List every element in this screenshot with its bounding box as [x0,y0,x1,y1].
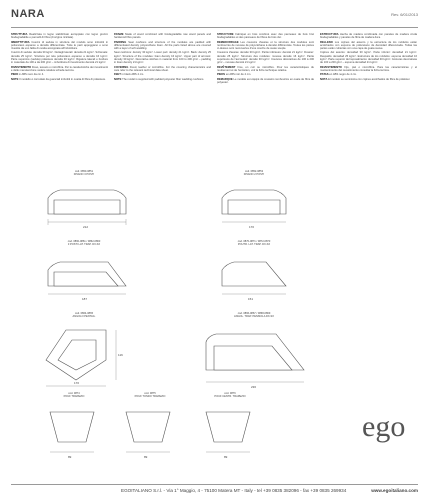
spec-text: Fisso, tessuto o microfibra. Per le caratteristiche dei rivestimenti e delle manutenzione vedere relativa scheda tecnica. [11,65,108,72]
spec-paragraph [217,78,314,85]
drawing-caption-7: cod. 0874 POUF TRAPEZIO [63,392,85,399]
spec-column-en [114,33,211,82]
spec-text: Realizzata in legno stabilizzato accoppiato con legno grezzo biodegradabile e pannelli di fibra (di origine riciclata). [11,33,108,40]
dim-width: 89 [68,455,72,459]
spec-heading: NOTE [11,77,19,81]
spec-heading: PIEDI [11,73,19,77]
spec-paragraph [11,51,108,64]
drawing-caption-2: cod. 0852-0853 DIVANO 2 POSTI [243,170,265,177]
drawing-pouf-lateral [214,250,294,308]
dim-width: 170 [249,225,255,229]
dim-width: 151 [248,297,254,301]
drawing-pouf-tondo [118,402,178,467]
spec-paragraph [114,33,211,40]
spec-heading: PADDING [114,40,127,44]
revision-label: Rev. 6/01/2013 [391,12,418,17]
spec-heading: STRUTTURA [11,33,28,36]
spec-heading: REMARQUE [217,77,233,81]
spec-text: Les coussins d'assise et la structure des modules sont rembourrés de mousse de polyuréthane à densité différenciée. Toutes les pièces ci-dessus sont recouvertes d'une couche de ouate souple. [217,40,314,51]
spec-text: Los cojines del asiento y la estructura de los módulos están acolchados con espuma de poliuretano de densidad diferenciada. Todas las partes están cubiertas con una capa de guata suave. [320,40,418,51]
spec-paragraph [217,66,314,73]
spec-columns [11,33,418,159]
spec-text: Cuscini di seduta: densità 30 kg/m³. Dettagli laterali: densità 21 kg/m³. Schienale: densità 25 kg/m³. Struttura per tela poliuretano espanso a densità 16 kg/m³. Parte superiore (seduta) poliestere densità 30 kg/m³. Rigature laterali e bordure in materiale da 100 a da 200 g/m² – imbottitura di rivestimento densità 21 kg/m³. [11,51,108,65]
spec-text: Le modèle est équipé de coussins rembourrés en ouate de fibre de polyester. [217,77,314,84]
drawing-caption-1: cod. 0850-0851 DIVANO 3 POSTI [73,170,95,177]
spec-text: Fabriqué en bois combiné avec des panneaux de bois brut biodégradables et des panneaux de fibres de bois dur. [217,33,315,40]
website-link[interactable]: www.egoitaliano.com [371,488,418,493]
spec-heading: FRAME [114,33,124,36]
spec-text: Hecha de madera combinada con paneles de madera cruda biodegradables y paneles de fibra de madera dura. [320,33,417,40]
footer-rule [11,484,418,485]
spec-paragraph [114,73,211,76]
spec-paragraph [11,66,108,73]
spec-paragraph [217,51,314,64]
drawing-corner-pentagonal [36,320,136,390]
spec-paragraph [114,78,211,81]
drawing-pouf-centrale [198,402,258,467]
spec-text: in black ABS 4 cm. [121,73,145,77]
drawing-3-seat-trap [42,250,132,308]
spec-paragraph [11,78,108,81]
spec-column-fr [217,33,314,85]
spec-text: Made of wood combined with biodegradable raw wood panels and hardwood fibre panels. [114,33,211,40]
spec-paragraph [320,33,417,40]
page-title: NARA [11,8,45,20]
spec-text: Il modello è corredato da guanciali imbottiti in ovatta di fibra di poliestere. [19,77,106,81]
spec-text: Coussins d'assise: densité 30 kg/m³. Partie inférieure: densité 21 kg/m³. Dossier: densité 25 kg/m³. Structure des modules: mousse densité 16 kg/m³. Partie supérieure de l'accoudoir: densité 30 kg/m³. Coutures décoratives de 100 à 200 g/m² – mousse densité 21 kg/m³. [217,51,314,65]
spec-heading: COVERING [114,65,129,69]
spec-text: Seat cushions and structure of the modules are padded with differentiated density polyurethane foam. All the parts listed above are covered with a layer of soft wadding. [114,40,212,51]
spec-text: en ABS negro de 4 cm. [329,73,357,77]
spec-heading: STRUCTURE [217,33,234,36]
dim-width: 212 [83,225,89,229]
spec-paragraph [114,51,211,64]
spec-column-it [11,33,108,82]
drawing-corner-peninsula [196,320,316,390]
spec-heading: FEET [114,73,121,77]
drawing-caption-5: cod. 0864-0865 ANGOLO PENTAG. [72,312,96,319]
spec-text: Cojines del asiento: densidad 30 kg/m³. Parte inferior: densidad 21 kg/m³. Respaldo: densidad 25 kg/m³. Estructura de los módulos: espuma densidad 16 kg/m³. Parte superior del reposabrazos: densidad 30 kg/m³. Costuras decorativas de 100 a 200 g/m² – espuma densidad 21 kg/m³. [320,51,417,65]
spec-paragraph [114,41,211,51]
spec-paragraph [11,73,108,76]
spec-heading: IMBOTTITURA [11,40,30,44]
spec-paragraph [320,51,417,64]
dim-width: 236 [251,385,257,389]
dim-width: 187 [82,297,88,301]
spec-paragraph [11,33,108,40]
spec-heading: NOTA [320,77,328,81]
footer [11,486,418,496]
spec-column-es [320,33,417,82]
header-rule [11,27,418,28]
dim-depth: 116 [118,353,123,357]
spec-heading: ESTRUCTURA [320,33,339,36]
spec-text: Fixed, leather or microfibre. For the covering characteristics and care refer to the relevant technical data sheet. [114,65,211,72]
drawing-caption-9: cod. 0876 POUF CENTR. TRAPEZIO [214,392,246,399]
spec-paragraph [320,78,417,81]
dim-width: 89 [144,455,148,459]
spec-paragraph [217,33,314,40]
spec-paragraph [217,73,314,76]
spec-heading: RIVESTIMENTO [11,65,32,69]
spec-heading: REMBOURRAGE [217,40,239,44]
spec-heading: PATAS [320,73,329,77]
brand-logo [362,410,406,486]
dim-width: 89 [224,455,228,459]
spec-paragraph [217,41,314,51]
spec-text: Seat cushions: density 30 kg/m³. Lower part: density 21 kg/m³. Back: density 25 kg/m³. Structure of the modules: foam density 16 kg/m³. Upper part of armrest: density 30 kg/m³. Decorative stitches in material from 100 to 200 g/m² – padding in foam density 21 kg/m³. [114,51,211,65]
drawing-caption-6: cod. 0866-0867 / 0868-0869 ANGOL. TRAP. PENISOLA DX-SX [234,312,274,319]
spec-heading: RELLENO [320,40,333,44]
spec-text: Cuscini di seduta in struttura del modulo sono imbottiti in poliuretano espanso a densità differenziate. Tutte le parti appoggiano e sono rivestite da uno falda di ovatta accoppiata all'imbottitura. [11,40,108,51]
logo-text: ego [362,410,406,443]
dim-width: 170 [74,381,80,385]
header [11,6,418,24]
spec-paragraph [320,66,417,73]
spec-text: en ABS noir de 4 cm. [225,73,252,77]
drawing-sofa-2-seat [214,178,294,236]
spec-paragraph [320,41,417,51]
drawing-pouf-trapezio [42,402,102,467]
spec-heading: NOTE [114,77,122,81]
spec-paragraph [114,66,211,73]
company-address: EGOITALIANO S.r.l. - Via 1° Maggio, 4 - 75100 Matera MT - Italy - tel +39 0835 382096 - fax +39 0835 269934 [121,488,347,493]
spec-text: The model is supplied with padded polyester fiber wadding cushions. [122,77,205,81]
drawing-caption-3: cod. 0860-0861 / 0862-0863 3 POSTI LAT. TRAP. DX-SX [67,240,101,247]
spec-text: El modelo se suministra con cojines acolchados de fibra de poliéster. [328,77,411,81]
spec-paragraph [11,41,108,51]
spec-heading: PIEDS [217,73,226,77]
drawing-caption-4: cod. 0870-0871 / 0872-0873 POUTR. LAT. TRAP. DX-SX [237,240,271,247]
spec-text: in ABS nero da cm 4. [18,73,45,77]
spec-heading: REVÊTEMENT [217,65,236,69]
spec-text: Fixe, en cuir ou microfibre. Pour les caractéristiques du revêtement et de l'entretien, voir la fiche technique relative. [217,65,315,72]
drawing-sofa-3-seat [42,178,132,236]
spec-heading: REVESTIMIENTO [320,65,342,69]
spec-text: Fijo, piel o microfibra. Para las características y el mantenimiento del revestimiento consultar la ficha técnica. [320,65,417,72]
spec-paragraph [320,73,417,76]
drawing-caption-8: cod. 0875 POUF TONDO TRAPEZIO [134,392,166,399]
